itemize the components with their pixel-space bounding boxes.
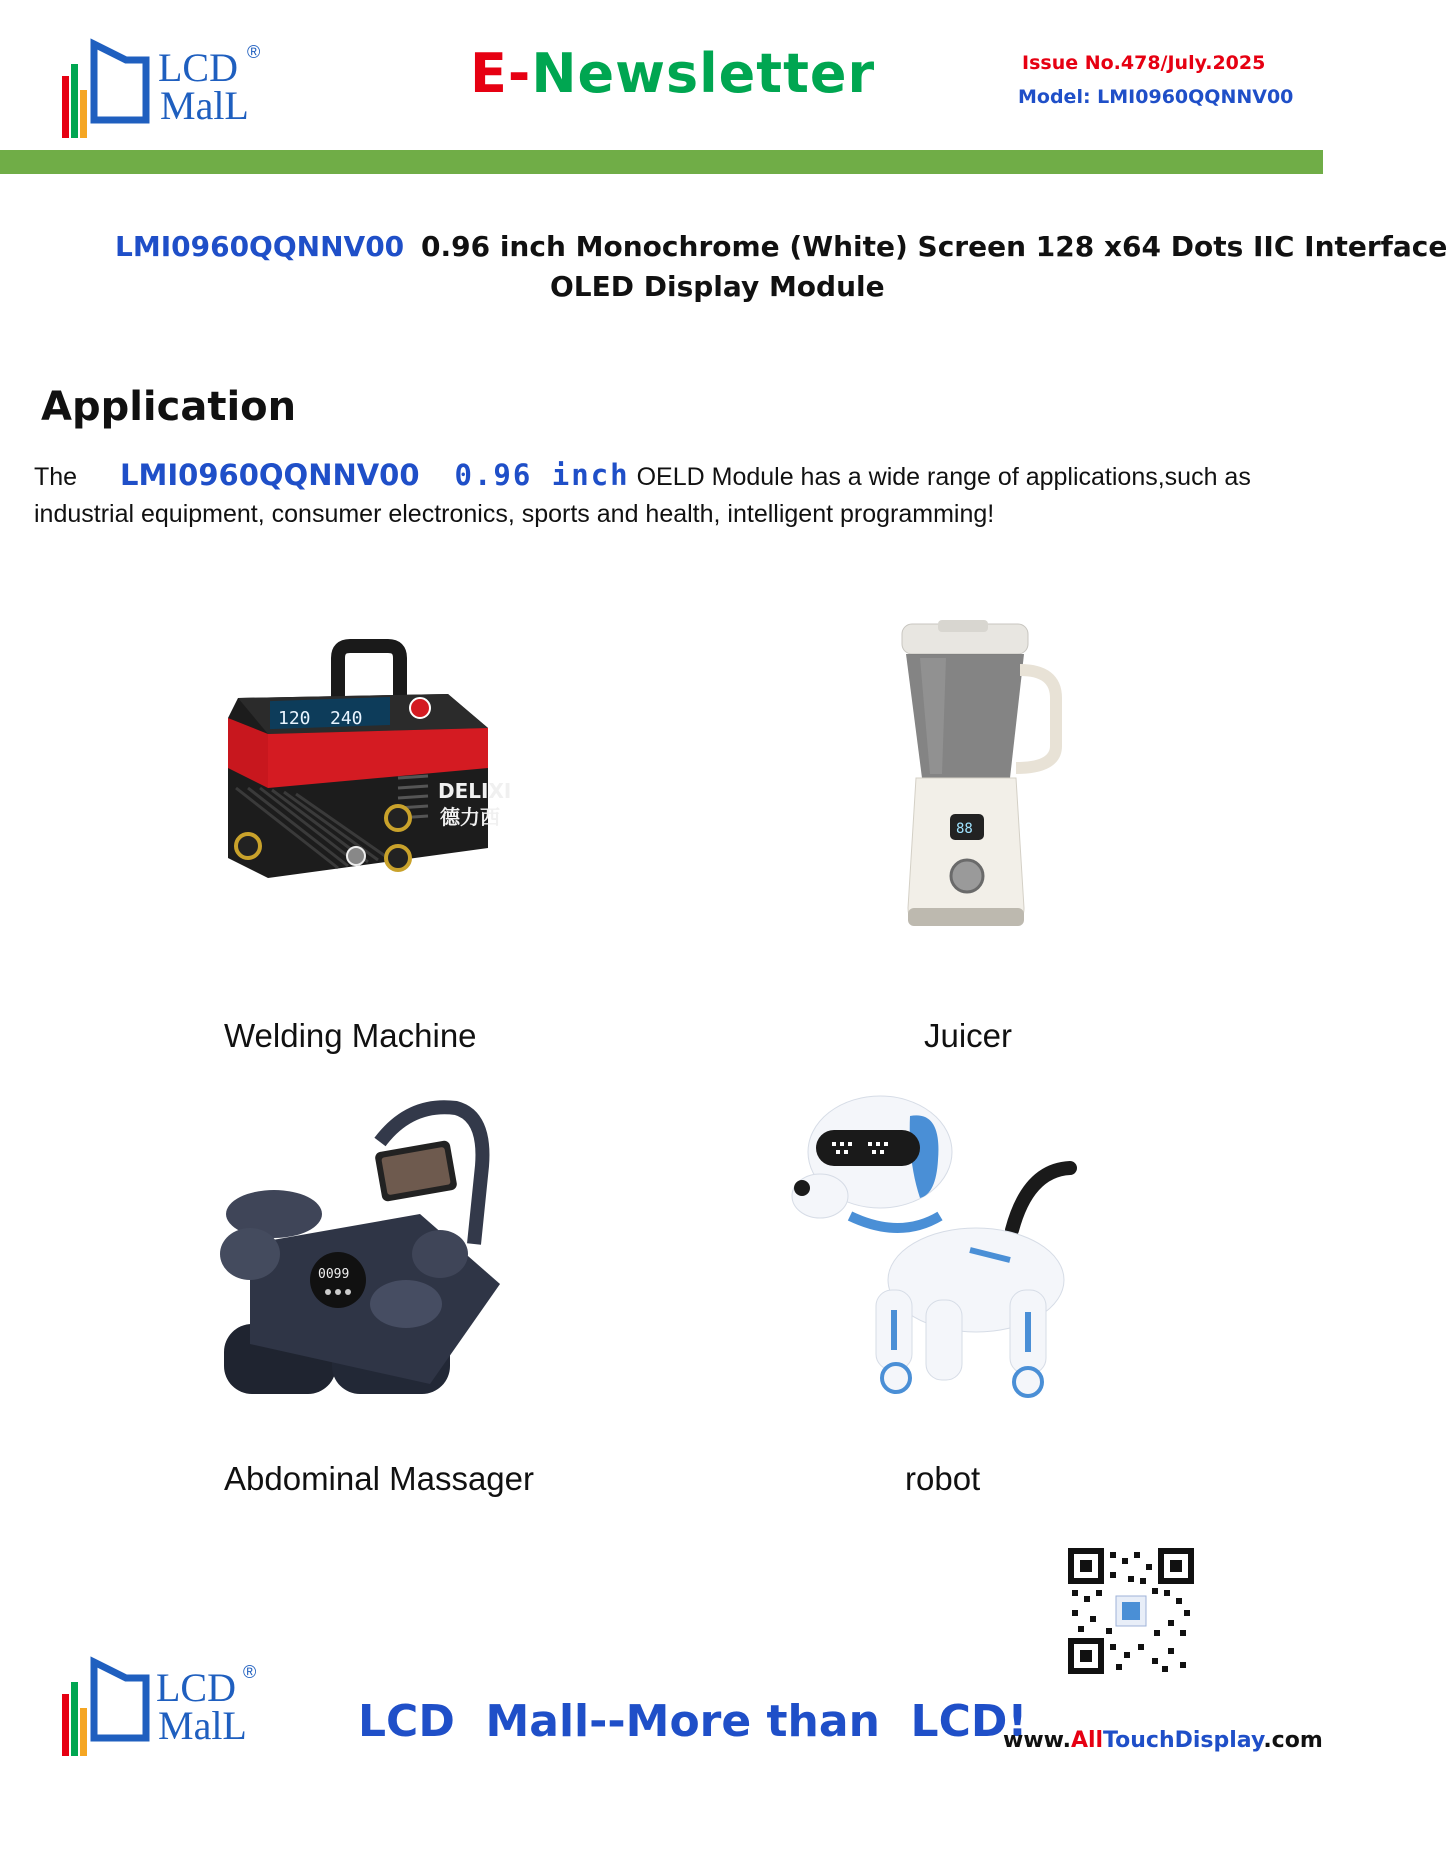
product-title-line2: OLED Display Module — [550, 270, 885, 303]
qr-code-icon — [1068, 1548, 1194, 1674]
web-touch: Touch — [1103, 1728, 1175, 1753]
welder-display-2: 240 — [330, 708, 363, 729]
footer-logo-text-mall: MalL — [158, 1703, 247, 1748]
welder-display-1: 120 — [278, 708, 311, 729]
web-display: Display — [1174, 1728, 1264, 1753]
web-all: All — [1070, 1728, 1104, 1753]
footer-logo-box-icon — [90, 1656, 150, 1742]
caption-welding-machine: Welding Machine — [224, 1017, 477, 1054]
footer-logo — [62, 1656, 282, 1756]
robot-dog-image — [780, 1090, 1100, 1420]
footer-logo-registered-mark: ® — [243, 1662, 257, 1682]
logo-text-lcd: LCD — [158, 45, 238, 90]
juicer-display: 88 — [956, 821, 973, 837]
massager-display: 0099 — [318, 1267, 350, 1282]
web-suffix: .com — [1263, 1728, 1323, 1753]
caption-juicer: Juicer — [924, 1017, 1013, 1054]
intro-the: The — [34, 463, 78, 491]
intro-product-code: LMI0960QQNNV00 — [120, 458, 420, 492]
intro-size: 0.96 inch — [454, 458, 630, 492]
application-heading: Application — [41, 384, 297, 430]
logo-box-icon — [90, 38, 150, 124]
welder-brand: DELIXI — [438, 779, 512, 803]
title-e: E — [470, 42, 508, 105]
title-newsletter: Newsletter — [531, 42, 876, 105]
application-intro-line2: industrial equipment, consumer electronics, sports and health, intelligent programming! — [34, 500, 995, 528]
welding-machine-image — [188, 638, 528, 888]
logo-registered-mark: ® — [247, 42, 261, 62]
caption-abdominal-massager: Abdominal Massager — [224, 1460, 534, 1497]
title-dash: - — [507, 42, 532, 105]
header-logo — [62, 38, 282, 138]
header-divider-bar — [0, 150, 1323, 174]
footer-logo-text-lcd: LCD — [156, 1665, 236, 1710]
qr-code[interactable] — [1068, 1548, 1194, 1674]
web-prefix: www. — [1003, 1728, 1071, 1753]
issue-number: Issue No.478/July.2025 — [1022, 52, 1266, 74]
website-link[interactable] — [1003, 1728, 1323, 1753]
newsletter-title — [470, 42, 875, 105]
welder-brand-cn: 德力西 — [440, 805, 500, 829]
intro-rest: OELD Module has a wide range of applications,such as — [636, 463, 1251, 491]
product-code: LMI0960QQNNV00 — [115, 230, 405, 263]
caption-robot: robot — [905, 1460, 981, 1497]
abdominal-massager-image — [210, 1094, 530, 1414]
logo-text-mall: MalL — [160, 83, 249, 128]
product-title-line1: 0.96 inch Monochrome (White) Screen 128 x64 Dots IIC Interface — [421, 230, 1447, 263]
model-number: Model: LMI0960QQNNV00 — [1018, 86, 1294, 108]
application-intro — [34, 456, 1294, 496]
juicer-image — [880, 618, 1060, 948]
footer-tagline: LCD Mall--More than LCD! — [358, 1696, 1028, 1747]
